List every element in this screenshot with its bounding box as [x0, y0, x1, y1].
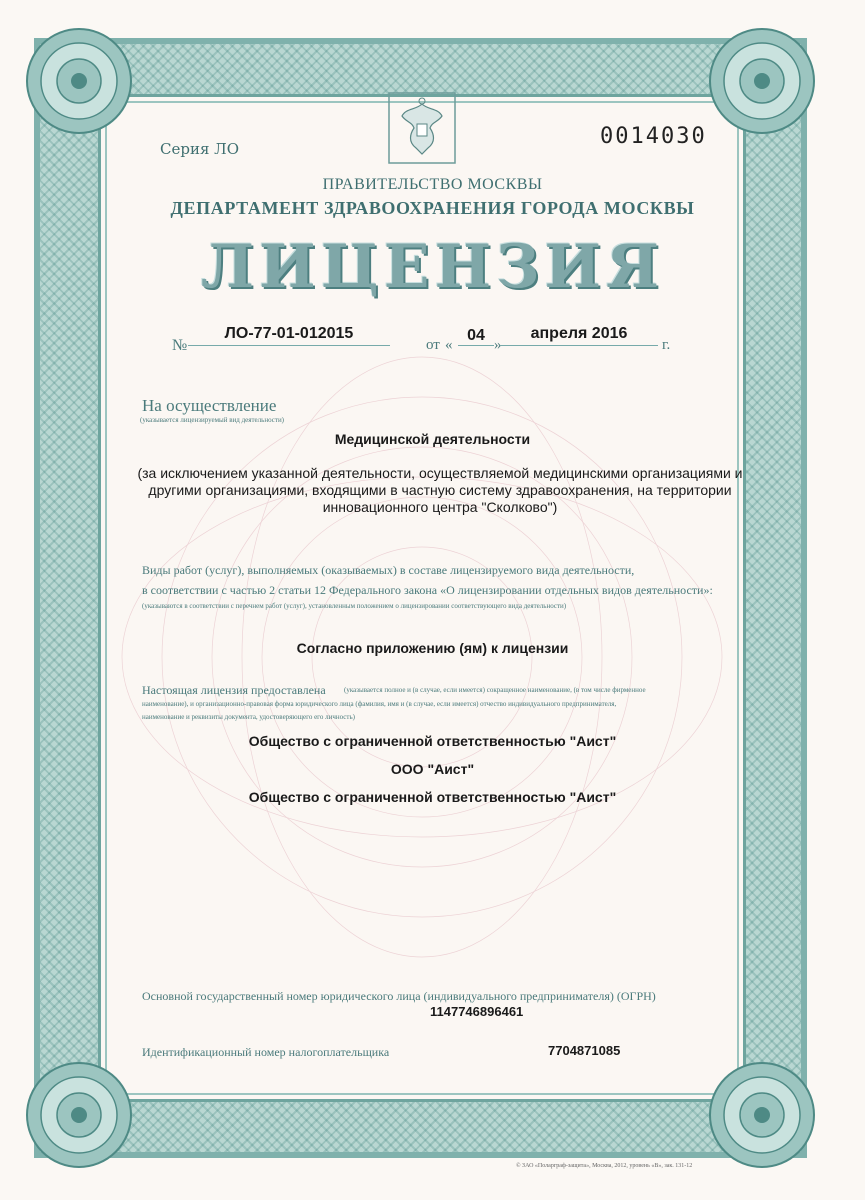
license-day: 04: [458, 327, 494, 346]
date-prefix: от: [426, 337, 440, 353]
coat-of-arms-icon: [388, 92, 456, 164]
department-name: ДЕПАРТАМЕНТ ЗДРАВООХРАНЕНИЯ ГОРОДА МОСКВЫ: [170, 198, 695, 218]
quote-open: «: [445, 337, 453, 353]
activity-label: На осуществление: [142, 396, 277, 415]
licensee-firm-name: Общество с ограниченной ответственностью "Аист": [248, 789, 617, 805]
license-month-year: апреля 2016: [500, 325, 658, 346]
works-label-line1: Виды работ (услуг), выполняемых (оказываемых) в составе лицензируемого вида деятельности,: [142, 563, 635, 577]
granted-hint: наименование и реквизиты документа, удостоверяющего его личность): [142, 713, 355, 721]
document-title: ЛИЦЕНЗИЯ: [200, 232, 665, 302]
corner-rosette-icon: [707, 26, 817, 136]
granted-hint: наименование), и организационно-правовая форма юридического лица (фамилия, имя и (в случае, если имеется) отчество индивидуального предпринимателя,: [142, 700, 617, 708]
ogrn-value: 1147746896461: [430, 1004, 524, 1019]
works-value: Согласно приложению (ям) к лицензии: [296, 640, 569, 656]
licensee-full-name: Общество с ограниченной ответственностью "Аист": [248, 733, 617, 749]
inn-label: Идентификационный номер налогоплательщика: [142, 1045, 390, 1059]
quote-close: »: [494, 337, 502, 353]
granted-hint: (указывается полное и (в случае, если имеется) сокращенное наименование, (в том числе фирменное: [344, 686, 646, 694]
corner-rosette-icon: [24, 26, 134, 136]
government-name: ПРАВИТЕЛЬСТВО МОСКВЫ: [322, 176, 543, 193]
serial-number: 0014030: [600, 124, 707, 149]
serial-label: Серия ЛО: [160, 140, 239, 158]
corner-rosette-icon: [24, 1060, 134, 1170]
inn-value: 7704871085: [548, 1043, 621, 1058]
granted-label: Настоящая лицензия предоставлена: [142, 683, 326, 697]
licensee-short-name: ООО "Аист": [390, 761, 475, 777]
activity-name: Медицинской деятельности: [334, 431, 531, 447]
printer-imprint: © ЗАО «Поларграф-защита», Москва, 2012, уровень «В», зак. 131-12: [516, 1163, 693, 1169]
corner-rosette-icon: [707, 1060, 817, 1170]
ogrn-label: Основной государственный номер юридического лица (индивидуального предпринимателя) (ОГРН): [142, 989, 656, 1003]
license-number: ЛО-77-01-012015: [188, 325, 390, 346]
number-sign: №: [172, 337, 188, 354]
activity-exclusion: (за исключением указанной деятельности, осуществляемой медицинскими организациями и другими организациями, входящими в частную систему здравоохранения, на территории инновационного центра "Сколково"): [137, 465, 743, 515]
activity-hint: (указывается лицензируемый вид деятельности): [140, 416, 285, 424]
year-suffix: г.: [662, 337, 671, 353]
works-hint: (указываются в соответствии с перечнем работ (услуг), установленным положением о лицензировании соответствующего вида деятельности): [142, 602, 567, 610]
works-label-line2: в соответствии с частью 2 статьи 12 Федерального закона «О лицензировании отдельных видов деятельности»:: [142, 583, 713, 597]
